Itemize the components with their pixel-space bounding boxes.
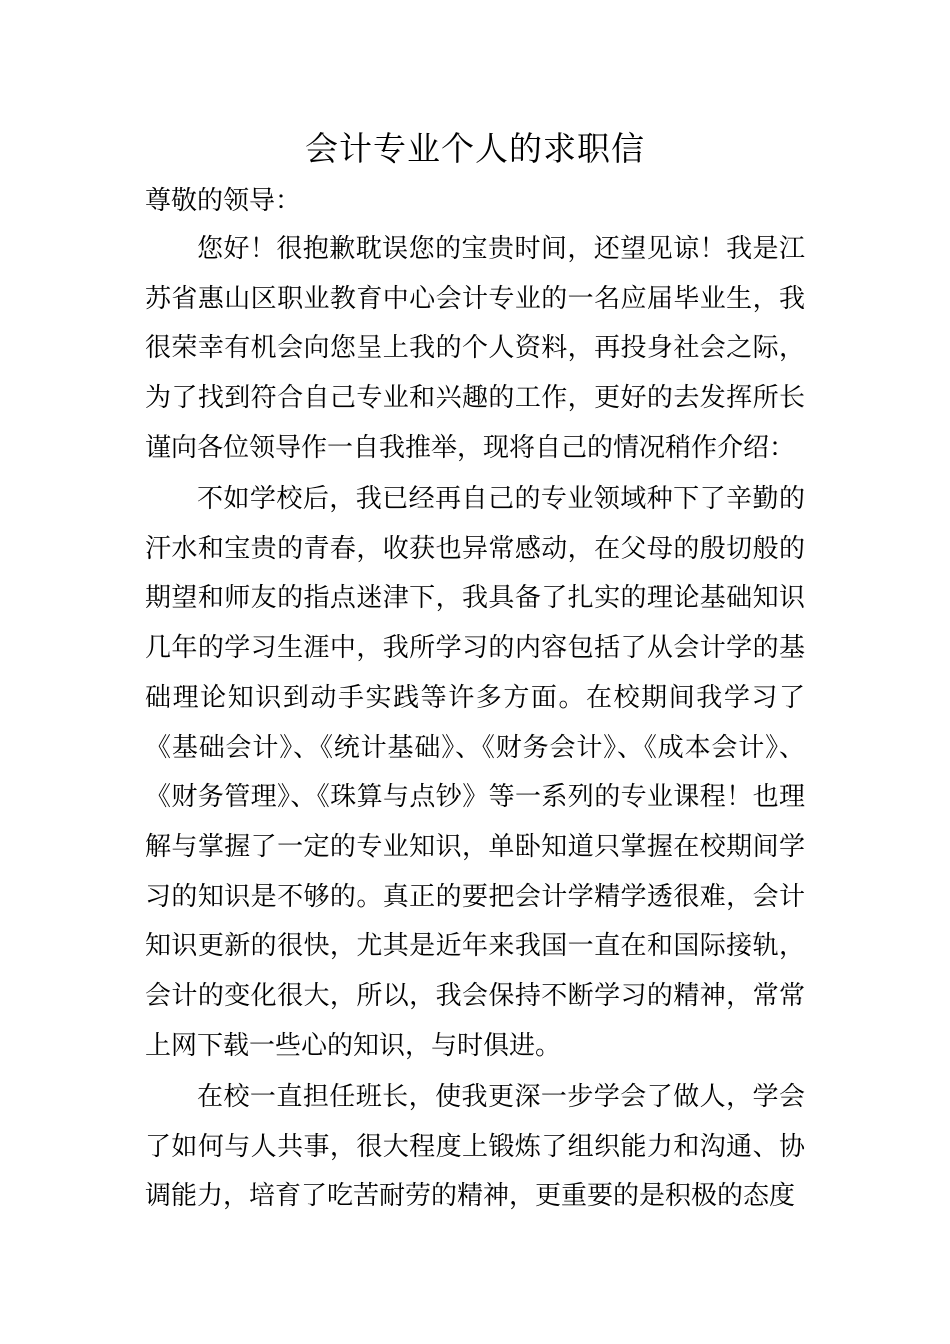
- paragraph-experience: 在校一直担任班长，使我更深一步学会了做人，学会了如何与人共事，很大程度上锻炼了组织能力和沟通、协调能力，培育了吃苦耐劳的精神，更重要的是积极的态度: [145, 1082, 805, 1212]
- paragraph-introduction: 您好！很抱歉耽误您的宝贵时间，还望见谅！我是江苏省惠山区职业教育中心会计专业的一名应届毕业生，我很荣幸有机会向您呈上我的个人资料，再投身社会之际，为了找到符合自己专业和兴趣的工作，更好的去发挥所长谨向各位领导作一自我推举，现将自己的情况稍作介绍：: [145, 234, 805, 463]
- document-title: 会计专业个人的求职信: [305, 129, 645, 168]
- paragraph-education: 不如学校后，我已经再自己的专业领域种下了辛勤的汗水和宝贵的青春，收获也异常感动，在父母的殷切般的期望和师友的指点迷津下，我具备了扎实的理论基础知识几年的学习生涯中，我所学习的内容包括了从会计学的基础理论知识到动手实践等许多方面。在校期间我学习了《基础会计》、《统计基础》、《财务会计》、《成本会计》、《财务管理》、《珠算与点钞》等一系列的专业课程！也理解与掌握了一定的专业知识，单卧知道只掌握在校期间学习的知识是不够的。真正的要把会计学精学透很难，会计知识更新的很快，尤其是近年来我国一直在和国际接轨，会计的变化很大，所以，我会保持不断学习的精神，常常上网下载一些心的知识，与时俱进。: [145, 484, 805, 1061]
- salutation: 尊敬的领导：: [145, 186, 302, 216]
